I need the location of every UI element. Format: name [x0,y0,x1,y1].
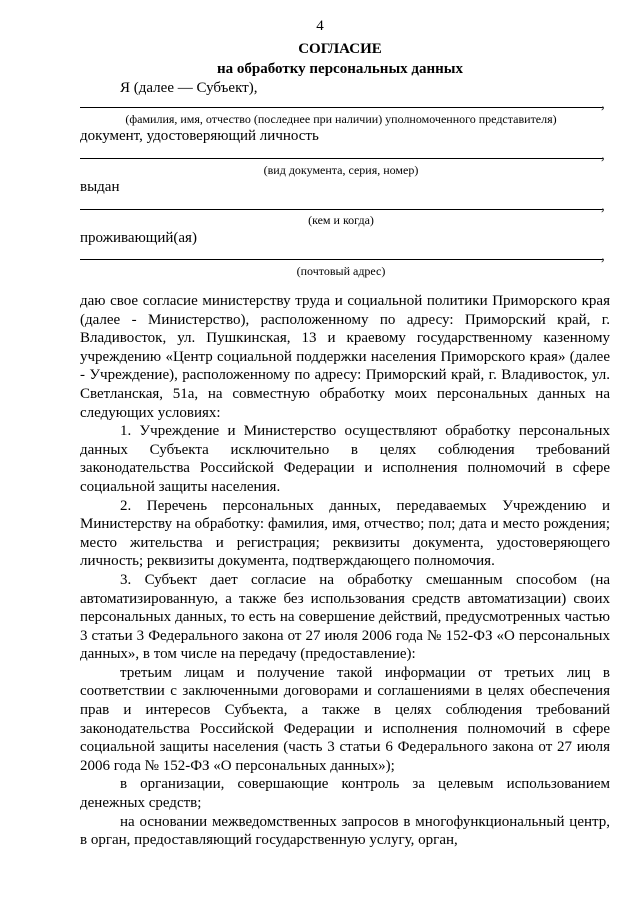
condition-2-paragraph: 2. Перечень персональных данных, передаваемых Учреждению и Министерству на обработку: фамилия, имя, отчество; пол; дата и место рождения; место жительства и регистрация; реквизиты документа, удостоверяющего личность; реквизиты документа, подтверждающего полномочия. [80,497,610,570]
consent-intro-paragraph: даю свое согласие министерству труда и социальной политики Приморского края (далее - Министерство), расположенному по адресу: Приморский край, г. Владивосток, ул. Пушкинская, 13 и краевому государственному казенному учреждению «Центр социальной поддержки населения Приморского края» (далее - Учреждение), расположенному по адресу: Приморский край, г. Владивосток, ул. Светланская, 51а, на совместную обработку моих персональных данных на следующих условиях: [80,293,610,421]
issued-label: выдан [80,179,120,195]
issued-fill-line [80,209,602,210]
address-fill-line [80,259,602,260]
document-title: СОГЛАСИЕ [298,41,382,57]
document-subtitle: на обработку персональных данных [217,61,463,77]
name-line-comma: , [601,96,605,112]
address-line-comma: , [601,248,605,264]
third-parties-paragraph: третьим лицам и получение такой информации от третьих лиц в соответствии с заключенными договорами и соглашениями в целях обеспечения прав и интересов Субъекта, а также в целях соблюдения требований законодательства Российской Федерации и исполнения полномочий в сфере социальной защиты населения (часть 3 статьи 6 Федерального закона от 27 июля 2006 года № 152-ФЗ «О персональных данных»); [80,664,610,774]
control-organizations-paragraph: в организации, совершающие контроль за целевым использованием денежных средств; [80,776,610,812]
consent-body [80,292,610,850]
document-label: документ, удостоверяющий личность [80,128,319,144]
page-number: 4 [316,18,324,34]
condition-3-paragraph: 3. Субъект дает согласие на обработку смешанным способом (на автоматизированную, а также без использования средств автоматизации) своих персональных данных, то есть на совершение действий, предусмотренных частью 3 статьи 3 Федерального закона от 27 июля 2006 года № 152-ФЗ «О персональных данных», в том числе на передачу (предоставление): [80,571,610,663]
interagency-requests-paragraph: на основании межведомственных запросов в многофункциональный центр, в орган, предоставляющий государственную услугу, орган, [80,813,610,849]
document-fill-line [80,158,602,159]
subject-intro: Я (далее — Субъект), [120,80,258,96]
residing-label: проживающий(ая) [80,230,197,246]
issued-line-comma: , [601,198,605,214]
name-caption: (фамилия, имя, отчество (последнее при наличии) уполномоченного представителя) [125,112,557,126]
address-caption: (почтовый адрес) [296,264,386,278]
issued-caption: (кем и когда) [308,213,374,227]
document-caption: (вид документа, серия, номер) [263,163,419,177]
name-fill-line [80,107,602,108]
document-line-comma: , [601,147,605,163]
condition-1-paragraph: 1. Учреждение и Министерство осуществляют обработку персональных данных Субъекта исключительно в целях соблюдения требований законодательства Российской Федерации и исполнения полномочий в сфере социальной защиты населения. [80,423,610,495]
